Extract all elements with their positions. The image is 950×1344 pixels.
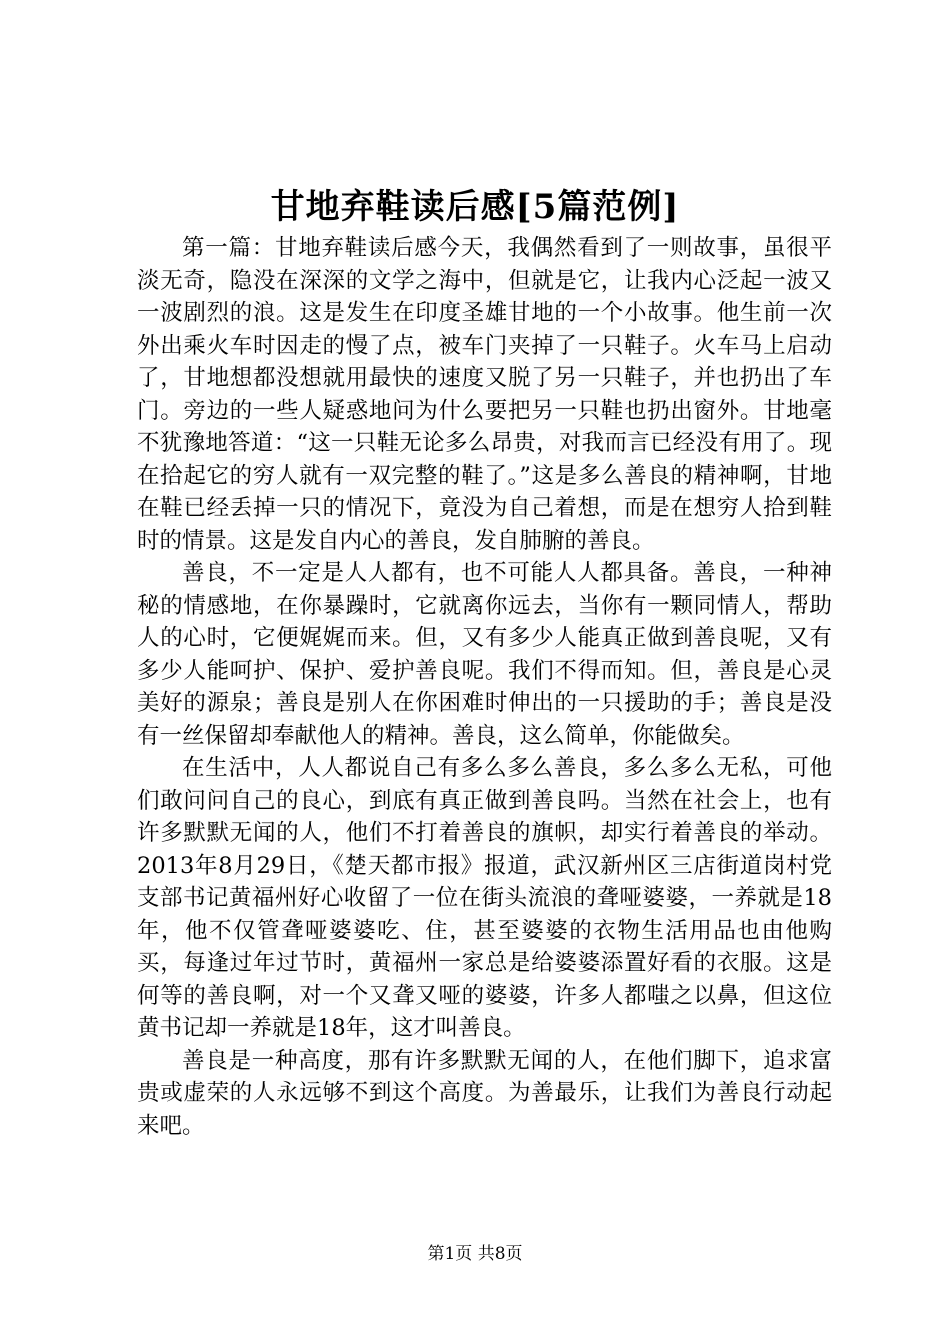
page-number-footer: 第1页 共8页 (427, 1244, 523, 1264)
paragraph: 善良，不一定是人人都有，也不可能人人都具备。善良，一种神秘的情感地，在你暴躁时，它就离你远去，当你有一颗同情人，帮助人的心时，它便娓娓而来。但，又有多少人能真正做到善良呢，又有多少人能呵护、保护、爱护善良呢。我们不得而知。但，善良是心灵美好的源泉；善良是别人在你困难时伸出的一只援助的手；善良是没有一丝保留却奉献他人的精神。善良，这么简单，你能做矣。 (137, 560, 832, 749)
document-title: 甘地弃鞋读后感[5篇范例] (270, 187, 680, 227)
paragraph: 在生活中，人人都说自己有多么多么善良，多么多么无私，可他们敢问问自己的良心，到底有真正做到善良吗。当然在社会上，也有许多默默无闻的人，他们不打着善良的旗帜，却实行着善良的举动。2013年8月29日，《楚天都市报》报道，武汉新州区三店街道岗村党支部书记黄福州好心收留了一位在街头流浪的聋哑婆婆，一养就是18年，他不仅管聋哑婆婆吃、住，甚至婆婆的衣物生活用品也由他购买，每逢过年过节时，黄福州一家总是给婆婆添置好看的衣服。这是何等的善良啊，对一个又聋又哑的婆婆，许多人都嗤之以鼻，但这位黄书记却一养就是18年，这才叫善良。 (137, 755, 832, 1041)
paragraph: 善良是一种高度，那有许多默默无闻的人，在他们脚下，追求富贵或虚荣的人永远够不到这个高度。为善最乐，让我们为善良行动起来吧。 (137, 1047, 832, 1139)
document-body (137, 232, 832, 1142)
paragraph: 第一篇：甘地弃鞋读后感今天，我偶然看到了一则故事，虽很平淡无奇，隐没在深深的文学之海中，但就是它，让我内心泛起一波又一波剧烈的浪。这是发生在印度圣雄甘地的一个小故事。他生前一次外出乘火车时因走的慢了点，被车门夹掉了一只鞋子。火车马上启动了，甘地想都没想就用最快的速度又脱了另一只鞋子，并也扔出了车门。旁边的一些人疑惑地问为什么要把另一只鞋也扔出窗外。甘地毫不犹豫地答道：“这一只鞋无论多么昂贵，对我而言已经没有用了。现在拾起它的穷人就有一双完整的鞋了。”这是多么善良的精神啊，甘地在鞋已经丢掉一只的情况下，竟没为自己着想，而是在想穷人拾到鞋时的情景。这是发自内心的善良，发自肺腑的善良。 (137, 235, 832, 554)
